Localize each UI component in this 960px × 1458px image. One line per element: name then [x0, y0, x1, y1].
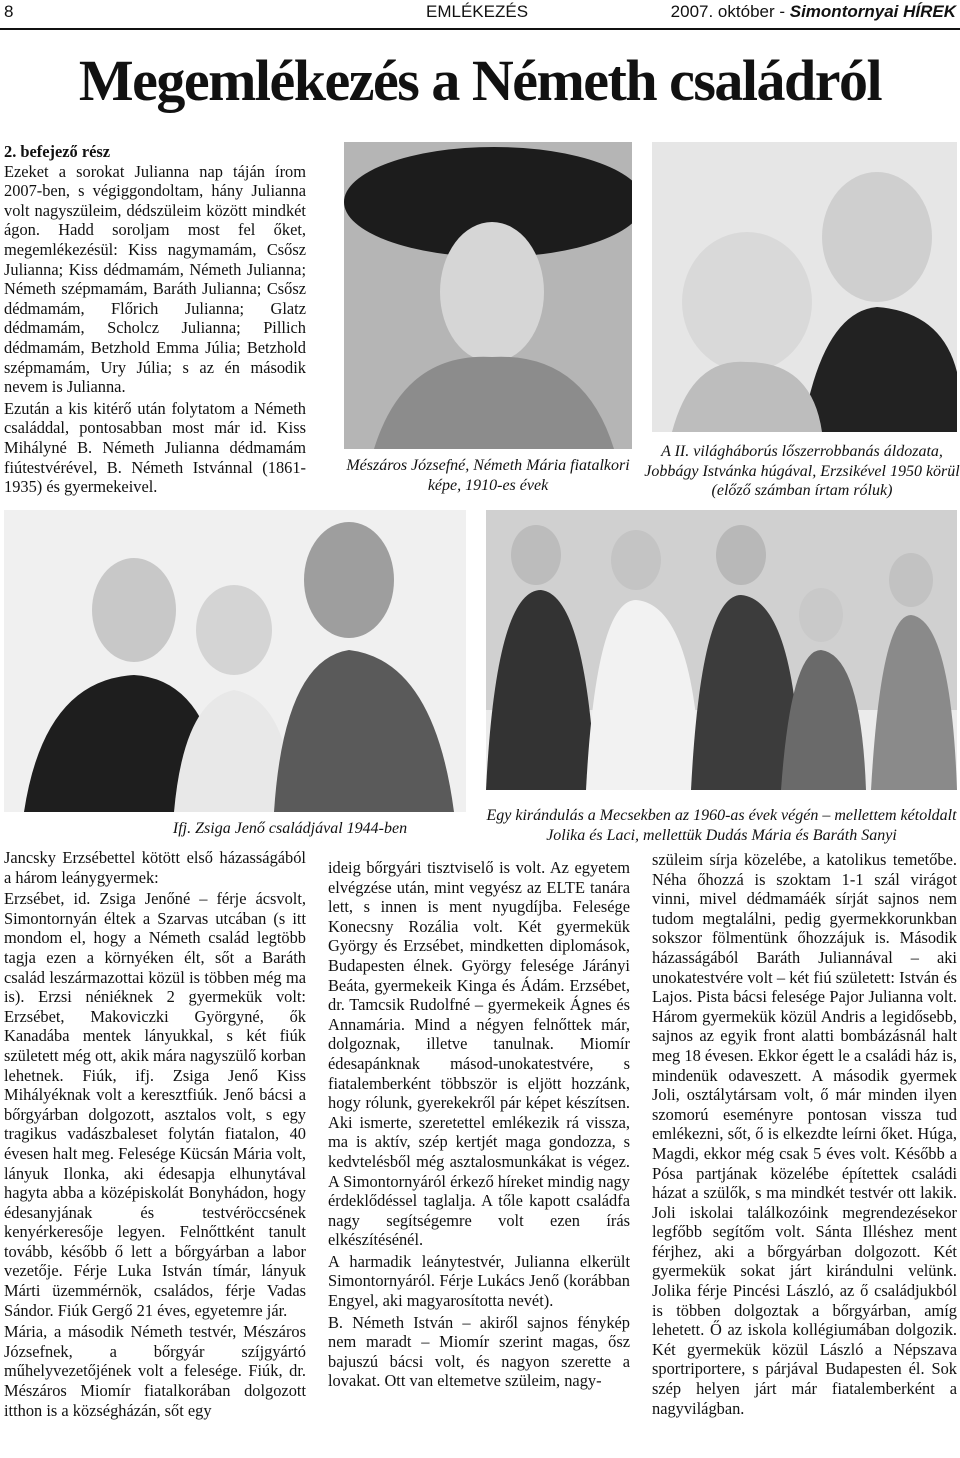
page-number: 8	[4, 2, 14, 21]
text-column-2	[328, 858, 630, 1393]
text-column-3	[652, 850, 957, 1420]
issue-date: 2007. október -	[670, 2, 790, 21]
intro-paragraph-1: Ezeket a sorokat Julianna nap táján írom 2007-ben, s végiggondoltam, hány Julianna volt nagyszüleim, dédszüleim között mindkét ágon. Hadd soroljam most fel őket, megemlékezésül: Kiss nagymamám, Csősz Julianna; Kiss dédmamám, Németh Julianna; Németh szépmamám, Baráth Julianna; Csősz dédmamám, Flőrich Julianna; Glatz dédmamám, Scholcz Julianna; Pillich dédmamám, Betzhold Emma Júlia; Betzhold szépmamám, Ury Júlia; s az én második nevem is Julianna.	[4, 161, 306, 397]
intro-paragraph-2: Ezután a kis kitérő után folytatom a Németh családdal, pontosabban most már id. Kiss Mihályné B. Németh Julianna dédmamám fiútestvérével, B. Németh Istvánnal (1861-1935) és gyermekeivel.	[4, 398, 306, 497]
col2-paragraph-2: A harmadik leánytestvér, Julianna elkerült Simontornyáról. Férje Lukács Jenő (korábban Engyel, aki magyarosította nevét).	[328, 1251, 630, 1311]
publication-name: Simontornyai HÍREK	[789, 2, 956, 21]
photo-nemeth-maria	[344, 142, 632, 449]
photo-zsiga-family	[4, 510, 466, 812]
children-image	[652, 142, 957, 432]
header-rule	[0, 28, 960, 30]
caption-photo-1: Mészáros Józsefné, Németh Mária fiatalkori képe, 1910-es évek	[346, 457, 630, 494]
caption-photo-4: Egy kirándulás a Mecsekben az 1960-as évek végén – mellettem kétoldalt Jolika és Laci, mellettük Dudás Mária és Baráth Sanyi	[486, 807, 957, 844]
photo-children	[652, 142, 957, 432]
col1-paragraph-2: Erzsébet, id. Zsiga Jenőné – férje ácsvolt, Simontornyán éltek a Szarvas utcában (s itt mondom el, hogy a Németh család legtöbb tagja ezen a környéken élt, sőt a Baráth család leszármazottai közül is többen még ma is). Erzsi néniéknek 2 gyermekük volt: Erzsébet, Makoviczki Györgyné, ők Kanadába mentek lányukkal, s két fiúk született még ott, akik mára nagyszülő korban lehetnek. Fiúk, ifj. Zsiga Jenő Kiss Mihályéknak volt a keresztfiúk. Jenő bácsi a bőrgyárban dolgozott, asztalos volt, s egy tragikus vadászbaleset folytán fiatalon, 40 évesen halt meg. Felesége Kücsán Mária volt, lányuk Ilonka, aki édesapja elhunytával hagyta abba a középiskolát Bonyhádon, hogy édesanyjának és testvéröccsének kenyérkeresője legyen. Felnőttként tanult tovább, később ő lett a bőrgyárban a labor vezetője. Férje Luka István tímár, lányuk Márti üzemmérnök, családos, férje Vadas Sándor. Fiúk Gergő 21 éves, egyetemre jár.	[4, 889, 306, 1320]
portrait-image	[344, 142, 632, 449]
section-name: EMLÉKEZÉS	[426, 2, 529, 21]
article-part: 2. befejező rész	[4, 142, 111, 161]
col1-paragraph-3: Mária, a második Németh testvér, Mészáros Józsefnek, a bőrgyár szíjgyártó műhelyvezetőjének volt a felesége. Fiúk, dr. Mészáros Miomír fiatalkorában dolgozott itthon is a községházán, sőt egy	[4, 1322, 306, 1420]
col2-paragraph-3: B. Németh István – akiről sajnos fénykép nem maradt – Miomír szerint magas, ősz bajuszú bácsi volt, és nagyon szerette a lovakat. Ott van eltemetve szüleim, nagy-	[328, 1312, 630, 1391]
article-title: Megemlékezés a Németh családról	[78, 48, 882, 113]
caption-photo-2: A II. világháborús lőszerrobbanás áldozata, Jobbágy Istvánka húgával, Erzsikével 1950 körül (előző számban írtam róluk)	[644, 443, 960, 500]
intro-column	[4, 142, 306, 499]
col1-paragraph-1: Jancsky Erzsébettel kötött első házasságából a három leánygyermek:	[4, 848, 306, 887]
issue-info	[671, 2, 956, 22]
text-column-1	[4, 848, 306, 1422]
photo-mecsek-excursion	[486, 510, 957, 790]
col3-paragraph-1: szüleim sírja közelébe, a katolikus temetőbe. Néha őhozzá is szoktam 1-1 szál virágot vinni, mivel dédmamáék sírját sajnos nem tudom megtalálni, pedig gyermekkorunkban sokszor fölmentünk őhozzájuk is. Második házasságából Baráth Juliannával – aki unokatestvére volt – két fiú született: István és Lajos. Pista bácsi felesége Pajor Julianna volt. Három gyermekük közül Andris a legidősebb, sajnos az egyik front alatti bombázásnál halt meg 18 évesen. Ekkor égett le a családi ház is, mindenük odaveszett. A második gyermek Joli, osztálytársam volt, ő már minden ilyen szomorú eseményre pontosan vissza tud emlékezni, sőt, ő is elkezdte leírni őket. Húga, Magdi, ekkor még csak 5 éves volt. Később a Pósa partjának közelébe építettek családi házat a szülők, s ma mindkét testvér ott lakik. Joli iskolai találkozóink megrendezésekor legfőbb segítőm volt. Sánta Illéshez ment férjhez, aki a bőrgyárban dolgozott. Két gyermekük sokat járt kirándulni velünk. Jolika férje Pincési László, az ő családjukból is többen dolgoztak a bőrgyárban, amíg lehetett. Ő az iskola kollégiumában dolgozik. Két gyermekük közül László a Népszava sportriportere, s párjával Budapesten él. Sok szép helyen járt már fiatalemberként a nagyvilágban.	[652, 850, 957, 1418]
caption-photo-3: Ifj. Zsiga Jenő családjával 1944-ben	[172, 820, 408, 837]
excursion-image	[486, 510, 957, 790]
family-image	[4, 510, 466, 812]
col2-paragraph-1: ideig bőrgyári tisztviselő is volt. Az egyetem elvégzése után, mint vegyész az ELTE tanára lett, s innen is ment nyugdíjba. Felesége Konecsny Rozália volt. Két gyermekük György és Erzsébet, mindketten diplomások, Budapesten élnek. György felesége Járányi Beáta, gyermekeik Kinga és Ádám. Erzsébet, dr. Tamcsik Rudolfné – gyermekeik Ágnes és Annamária. Mind a négyen felnőttek már, dolgoznak, illetve tanulnak. Miomír édesapánknak másod-unokatestvére, s fiatalemberként többször is eljött hozzánk, hogy rólunk, gyerekekről pár képet készítsen. Aki ismerte, szeretettel emlékezik rá vissza, ma is aktív, szép kertjét maga gondozza, s kedvtelésből még asztalosmunkákat is végez. A Simontornyáról érkező híreket mindig nagy érdeklődéssel taglalja. A tőle kapott családfa nagy segítségemre volt ezen írás elkészítésénél.	[328, 858, 630, 1250]
